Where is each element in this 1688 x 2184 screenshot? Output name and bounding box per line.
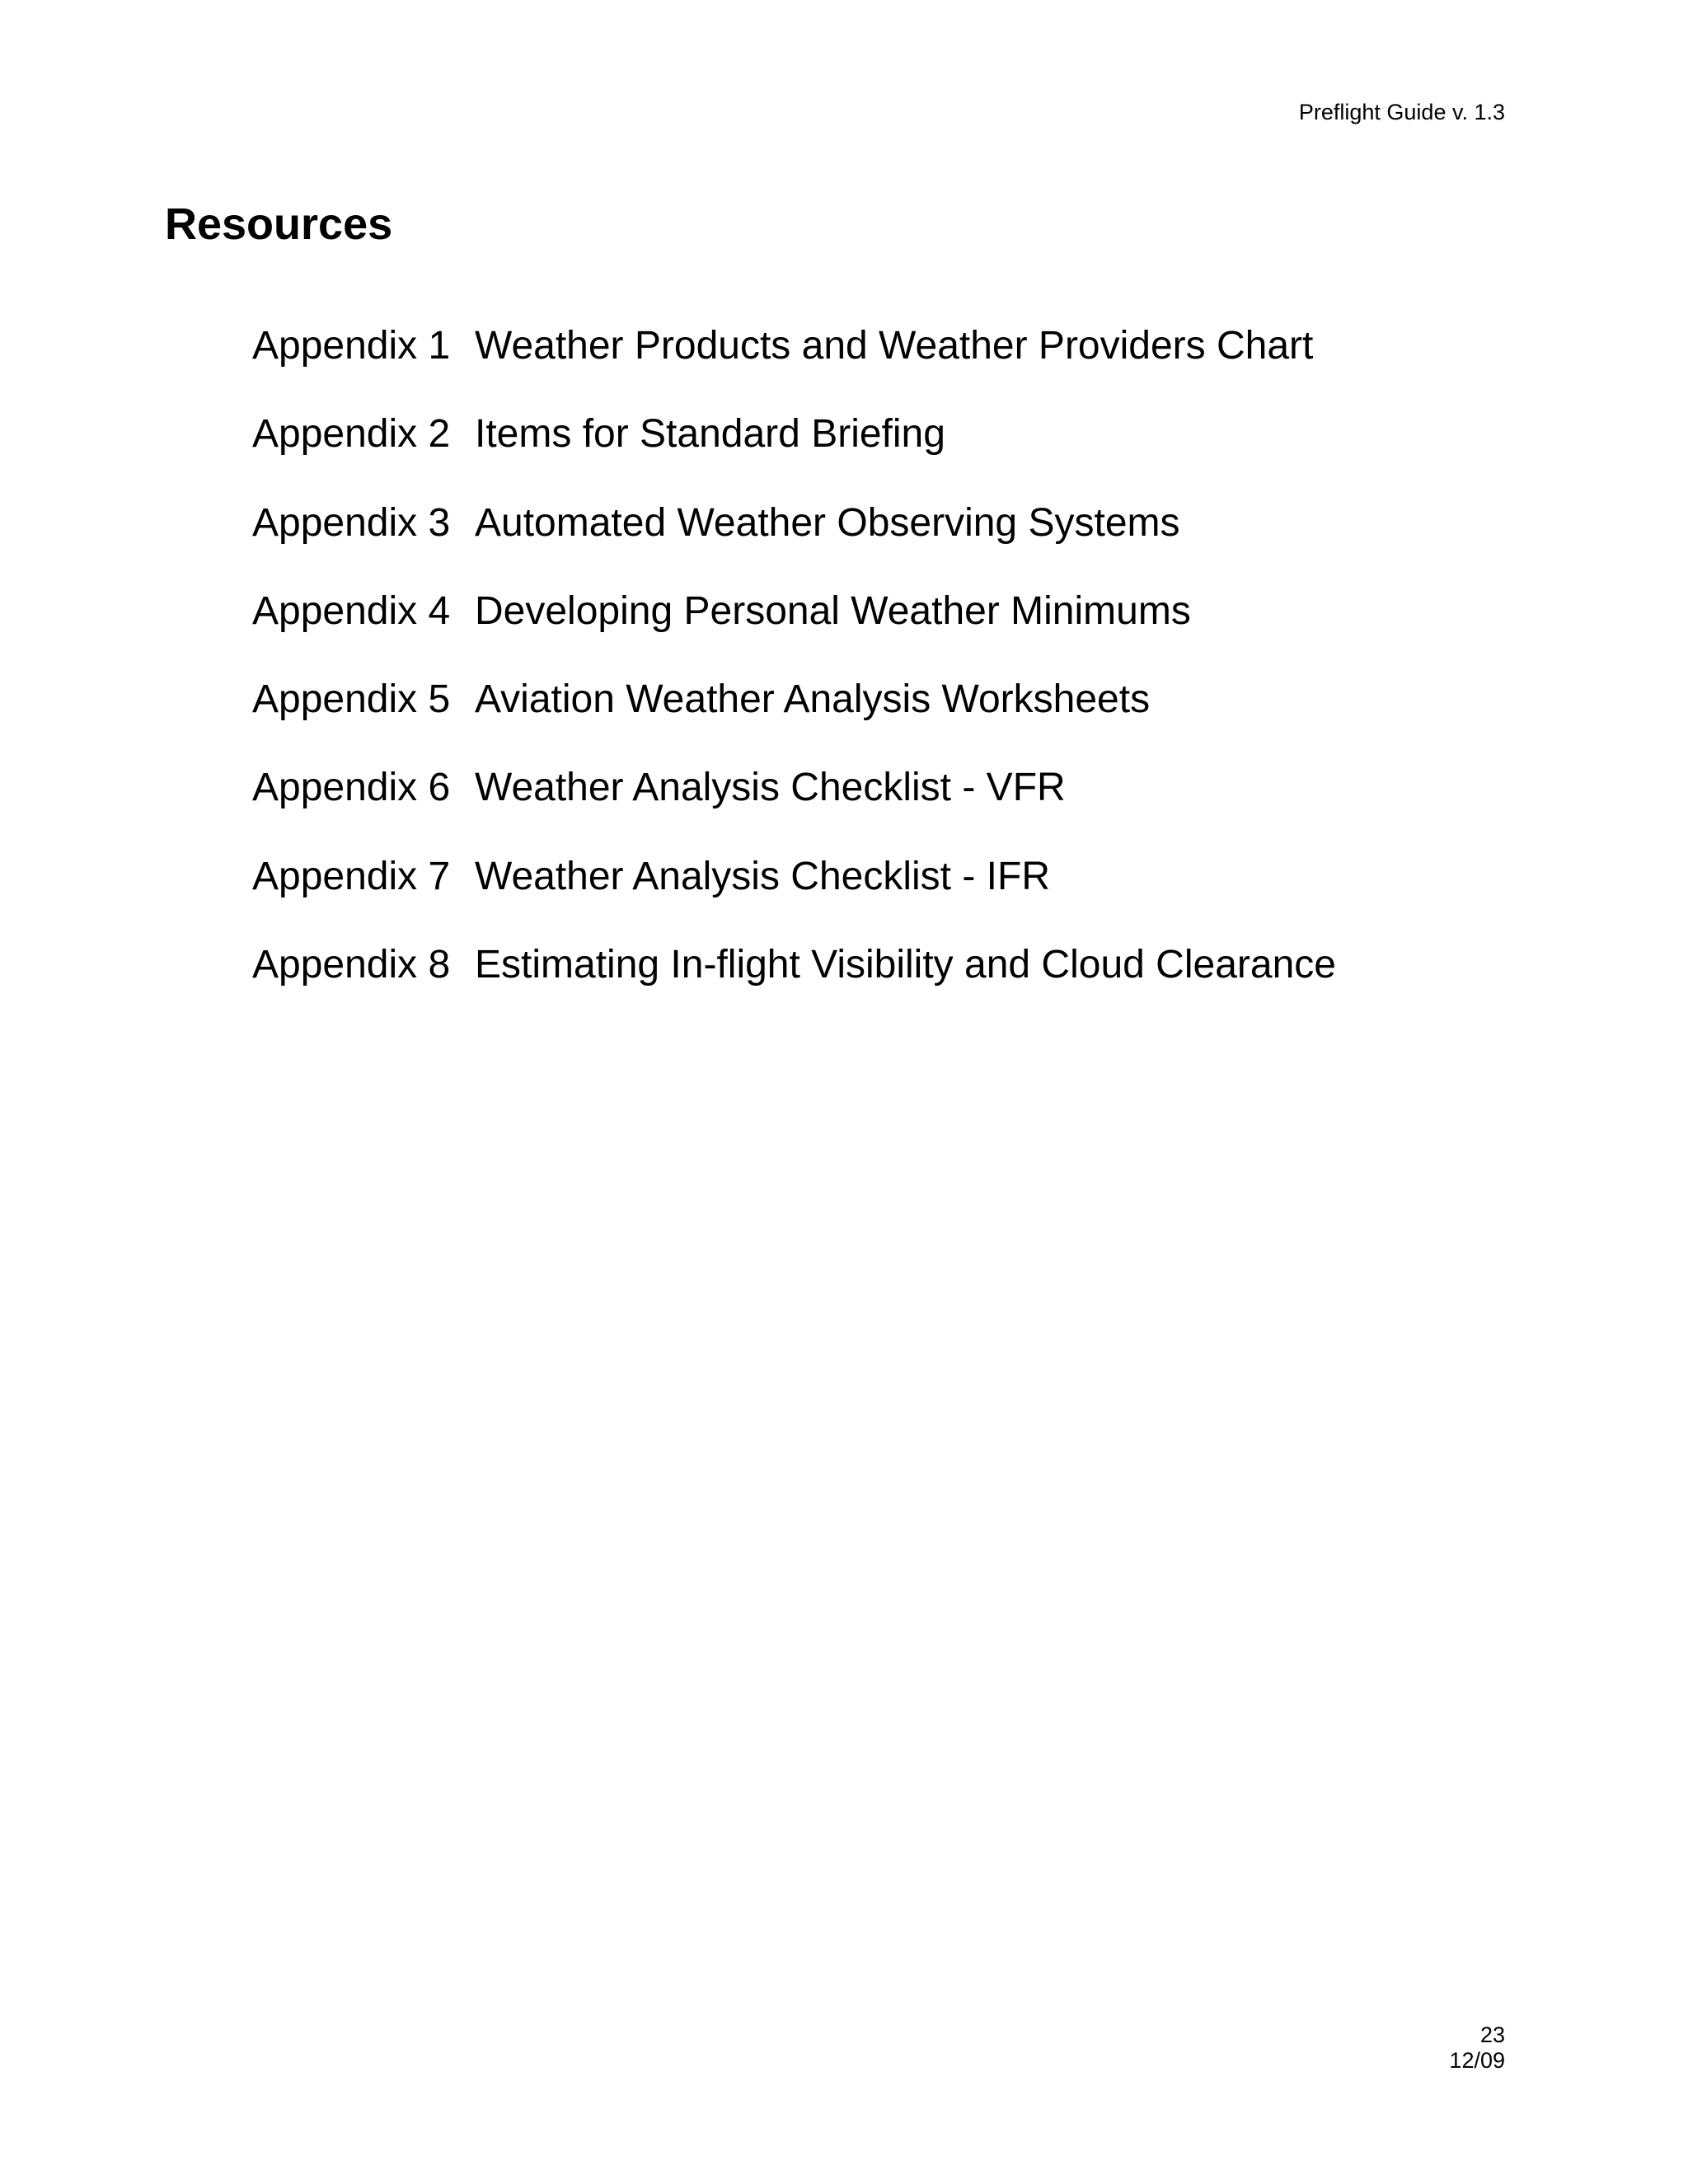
appendix-item — [252, 854, 1336, 942]
appendix-title: Automated Weather Observing Systems — [475, 500, 1180, 545]
appendix-item — [252, 765, 1336, 853]
appendix-title: Estimating In-flight Visibility and Cloud Clearance — [475, 943, 1336, 987]
running-header: Preflight Guide v. 1.3 — [1298, 100, 1505, 124]
page-footer — [1449, 2022, 1505, 2074]
appendix-number: Appendix 2 — [252, 412, 451, 457]
appendix-item — [252, 677, 1336, 765]
appendix-number: Appendix 3 — [252, 500, 451, 545]
appendix-item — [252, 588, 1336, 677]
appendix-number: Appendix 4 — [252, 588, 451, 633]
appendix-title: Developing Personal Weather Minimums — [475, 588, 1191, 633]
page-number: 23 — [1479, 2022, 1505, 2047]
appendix-item — [252, 323, 1336, 411]
appendix-item — [252, 411, 1336, 499]
appendix-title: Weather Analysis Checklist - VFR — [475, 766, 1066, 810]
appendix-title: Weather Analysis Checklist - IFR — [475, 854, 1050, 898]
appendix-number: Appendix 7 — [252, 854, 451, 898]
page-title: Resources — [165, 199, 393, 249]
appendix-number: Appendix 8 — [252, 943, 451, 987]
appendix-title: Weather Products and Weather Providers Chart — [475, 324, 1314, 368]
appendix-title: Items for Standard Briefing — [475, 412, 945, 457]
revision-date: 12/09 — [1449, 2048, 1505, 2073]
appendix-title: Aviation Weather Analysis Worksheets — [475, 677, 1151, 722]
appendix-number: Appendix 1 — [252, 324, 451, 368]
appendix-item — [252, 500, 1336, 588]
appendix-number: Appendix 6 — [252, 766, 451, 810]
appendix-list — [252, 323, 1336, 1030]
appendix-number: Appendix 5 — [252, 677, 451, 722]
appendix-item — [252, 942, 1336, 1030]
